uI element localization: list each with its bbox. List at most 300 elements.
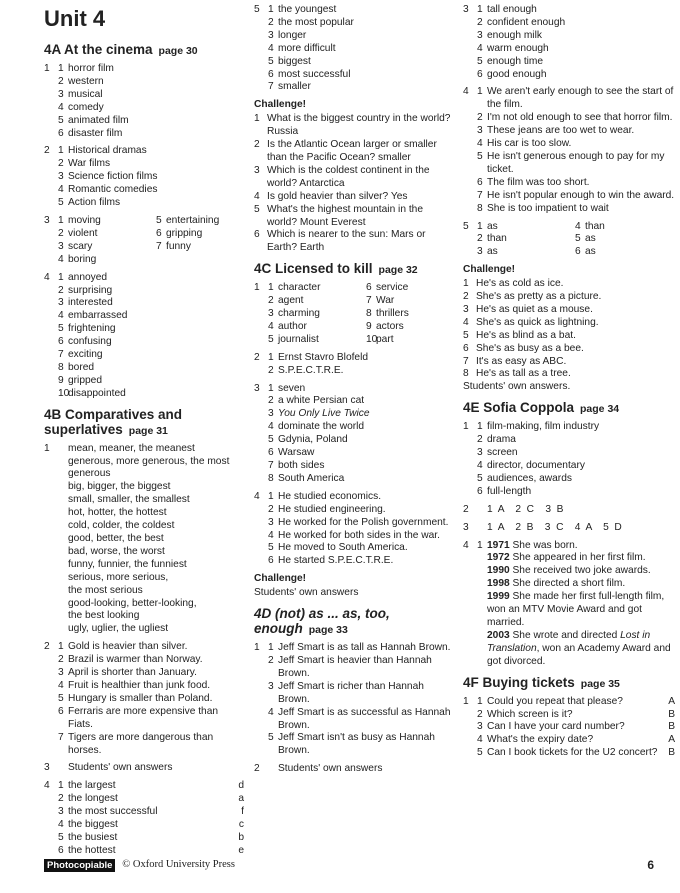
item-number: 6	[366, 282, 372, 294]
answer-text: He studied economics.	[278, 490, 382, 502]
answer-text: the most popular	[278, 16, 354, 28]
answer-line	[254, 139, 454, 165]
answer-text: dominate the world	[278, 421, 365, 433]
answer-line	[254, 229, 454, 255]
answer-text: He's as blind as a bat.	[476, 329, 576, 341]
answer-text: He's as cold as ice.	[476, 278, 564, 290]
answer-line	[463, 203, 675, 216]
answer-line	[463, 278, 675, 291]
item-number: 5	[268, 732, 274, 744]
answer-line	[352, 282, 442, 295]
answer-line	[463, 246, 561, 259]
item-number: 4	[58, 310, 64, 322]
answer-text: disappointed	[68, 387, 126, 399]
item-number: 2	[268, 503, 274, 515]
answer-text: good enough	[487, 68, 547, 80]
item-number: 2	[268, 295, 274, 307]
answer-letter: c	[238, 819, 244, 831]
item-number: 4	[58, 819, 64, 831]
item-number: 3	[58, 240, 64, 252]
answer-text: thrillers	[376, 308, 409, 320]
answer-line	[254, 81, 454, 94]
item-number: 6	[58, 336, 64, 348]
exercise-number: 1	[44, 63, 50, 74]
item-number: 2	[477, 708, 483, 720]
answer-line	[463, 233, 561, 246]
answer-line	[463, 112, 675, 125]
answer-line	[254, 352, 454, 365]
item-number: 3	[254, 164, 260, 176]
item-number: 6	[58, 705, 64, 717]
timeline-entry	[463, 630, 675, 669]
item-number: 1	[477, 220, 483, 232]
answer-letter: e	[238, 844, 244, 856]
answer-text: actors	[376, 320, 404, 332]
answer-text: both sides	[278, 460, 325, 471]
item-number: 5	[477, 472, 483, 484]
answer-line	[254, 69, 454, 82]
answer-line	[44, 285, 244, 298]
answer-line	[44, 158, 244, 171]
exercise-number: 3	[463, 4, 469, 15]
answer-line	[463, 522, 675, 535]
answer-text: than	[585, 220, 605, 232]
answer-text: enough time	[487, 55, 544, 67]
item-number: 5	[268, 55, 274, 67]
answer-line	[254, 491, 454, 504]
item-number: 5	[268, 333, 274, 345]
item-number: 5	[268, 542, 274, 554]
answer-text: Students' own answers	[68, 762, 173, 774]
answer-line	[142, 228, 232, 241]
item-number: 4	[268, 529, 274, 541]
answer-text: journalist	[278, 333, 319, 345]
item-number: 10	[58, 387, 70, 399]
timeline-entry	[463, 540, 675, 553]
answer-text: He moved to South America.	[278, 542, 408, 554]
answer-text: moving	[68, 214, 101, 226]
answer-line	[44, 323, 244, 336]
exercise-number: 4	[44, 271, 50, 283]
item-number: 5	[156, 214, 162, 226]
exercise-number: 5	[463, 220, 469, 232]
item-number: 4	[477, 42, 483, 54]
answer-text: We aren't early enough to see the start of the film.	[487, 86, 677, 111]
item-number: 4	[268, 421, 274, 433]
answer-text: full-length	[487, 485, 532, 497]
item-number: 7	[268, 460, 274, 471]
exercise-number: 4	[463, 539, 469, 551]
answer-line	[44, 362, 244, 375]
item-number: 6	[463, 342, 469, 354]
answer-text: the biggest	[68, 819, 118, 831]
exercise-number: 4	[463, 86, 469, 98]
section-title: 4A At the cinema	[44, 42, 153, 57]
answer-line	[44, 793, 244, 806]
item-number: 4	[58, 253, 64, 265]
item-number: 3	[477, 29, 483, 41]
item-number: 4	[268, 320, 274, 332]
item-number: 3	[58, 806, 64, 818]
answer-line	[44, 128, 244, 141]
answer-grid	[44, 215, 244, 267]
answer-line	[463, 17, 675, 30]
exercise-number: 1	[254, 282, 260, 294]
timeline-year: 1971	[487, 539, 510, 551]
answer-text: biggest	[278, 55, 311, 67]
item-number: 2	[58, 158, 64, 170]
item-number: 5	[58, 114, 64, 126]
answer-line	[254, 204, 454, 230]
section-title: 4E Sofia Coppola	[463, 400, 575, 416]
answer-text: 1 A 2 B 3 C 4 A 5 D	[487, 521, 622, 533]
section-heading	[463, 675, 675, 692]
answer-line	[463, 734, 675, 747]
answer-column-3	[463, 4, 675, 760]
item-number: 5	[463, 329, 469, 341]
answer-text: enough milk	[487, 29, 542, 41]
answer-line	[463, 504, 675, 517]
answer-letter: A	[668, 695, 675, 707]
item-number: 1	[268, 282, 274, 294]
item-number: 9	[58, 374, 64, 386]
answer-line	[142, 215, 232, 228]
exercise-number: 1	[44, 442, 50, 454]
answer-text: Jeff Smart is as successful as Hannah Brown.	[278, 706, 454, 731]
answer-text: Historical dramas	[68, 145, 147, 157]
answer-text: musical	[68, 88, 103, 100]
answer-line	[352, 334, 442, 347]
answer-text: Students' own answers.	[463, 381, 571, 393]
answer-line	[463, 368, 675, 381]
answer-line	[463, 330, 675, 343]
answer-text: as	[487, 220, 498, 232]
exercise-number: 4	[254, 490, 260, 502]
item-number: 8	[268, 472, 274, 484]
item-number: 3	[477, 721, 483, 733]
answer-line	[44, 706, 244, 732]
answer-line	[254, 56, 454, 69]
item-number: 5	[477, 55, 483, 67]
answer-text: Brazil is warmer than Norway.	[68, 654, 203, 666]
answer-line	[254, 321, 352, 334]
item-number: 7	[58, 349, 64, 361]
answer-letter: b	[238, 831, 244, 843]
answer-line	[463, 460, 675, 473]
answer-line	[44, 641, 244, 654]
answer-line	[254, 530, 454, 543]
answer-line	[254, 191, 454, 204]
answer-text: mean, meaner, the meanest generous, more generous, the most generous big, bigger, the biggest small, smaller, the smallest hot, hotter, the hottest cold, colder, the coldest good, better, the best bad, worse, the worst funny, funnier, the funniest serious, more serious, the most serious good-looking, better-looking, the best looking ugly, uglier, the ugliest	[68, 442, 230, 635]
answer-line	[44, 845, 244, 858]
item-number: 7	[156, 240, 162, 252]
answer-text: the hottest	[68, 844, 116, 856]
answer-line	[44, 806, 244, 819]
answer-line	[44, 832, 244, 845]
item-number: 5	[58, 692, 64, 704]
answer-text: April is shorter than January.	[68, 667, 197, 679]
item-number: 1	[268, 490, 274, 502]
answer-text: the busiest	[68, 831, 118, 843]
answer-text: Students' own answers	[254, 587, 359, 599]
timeline-text: , won an Academy Award and got divorced.	[487, 642, 671, 667]
answer-text: S.P.E.C.T.R.E.	[278, 364, 344, 376]
item-number: 3	[58, 297, 64, 309]
exercise-number: 2	[44, 145, 50, 157]
timeline-text: She appeared in her first film.	[509, 552, 646, 564]
item-number: 2	[477, 434, 483, 446]
answer-text: Gold is heavier than silver.	[68, 641, 188, 653]
answer-text: comedy	[68, 101, 104, 113]
answer-text: as	[585, 246, 596, 258]
answer-line	[254, 732, 454, 758]
item-number: 3	[268, 408, 274, 420]
answer-line	[254, 421, 454, 434]
item-number: 4	[268, 706, 274, 718]
answer-line	[463, 177, 675, 190]
answer-text: disaster film	[68, 127, 123, 139]
item-number: 4	[254, 190, 260, 202]
section-page: page 34	[580, 403, 620, 416]
exercise-number: 3	[44, 762, 50, 774]
section-heading	[254, 606, 454, 638]
item-number: 6	[477, 176, 483, 188]
answer-text: I'm not old enough to see that horror film.	[487, 112, 673, 124]
answer-line	[254, 334, 352, 347]
answer-letter: d	[238, 780, 244, 792]
timeline-answer	[463, 540, 675, 669]
item-number: 5	[58, 831, 64, 843]
item-number: 4	[477, 138, 483, 150]
section-page: page 33	[308, 624, 348, 637]
answer-text: audiences, awards	[487, 472, 572, 484]
item-number: 2	[58, 654, 64, 666]
answer-text: War films	[68, 158, 111, 170]
answer-text: smaller	[278, 81, 311, 93]
answer-grid	[254, 282, 454, 347]
timeline-text: She wrote and directed	[509, 629, 621, 641]
item-number: 2	[477, 112, 483, 124]
item-number: 4	[268, 42, 274, 54]
item-number: 1	[268, 382, 274, 394]
answer-text: drama	[487, 434, 516, 446]
copyright-notice: © Oxford University Press	[122, 859, 235, 871]
answer-text: exciting	[68, 349, 103, 361]
answer-line	[254, 434, 454, 447]
answer-line	[463, 125, 675, 138]
answer-line	[463, 696, 675, 709]
answer-line	[44, 89, 244, 102]
answer-text: What's the highest mountain in the world? Mount Everest	[267, 203, 426, 228]
answer-line	[463, 709, 675, 722]
answer-line	[44, 63, 244, 76]
answer-text: film-making, film industry	[487, 421, 600, 433]
answer-line	[254, 655, 454, 681]
answer-line	[44, 215, 142, 228]
answer-line	[44, 388, 244, 401]
answer-line	[254, 395, 454, 408]
film-title: Lost in Translation	[487, 629, 651, 654]
answer-line	[254, 30, 454, 43]
answer-text: He worked for the Polish government.	[278, 516, 449, 528]
exercise-number: 5	[254, 4, 260, 15]
item-number: 2	[268, 654, 274, 666]
answer-text: Jeff Smart is heavier than Hannah Brown.	[278, 654, 435, 679]
answer-line	[463, 291, 675, 304]
unit-title: Unit 4	[44, 6, 106, 31]
exercise-number: 4	[44, 780, 50, 792]
answer-text: a white Persian cat	[278, 395, 365, 407]
answer-text: the youngest	[278, 4, 337, 15]
answer-text: His car is too slow.	[487, 138, 572, 150]
item-number: 4	[58, 101, 64, 113]
item-number: 3	[463, 303, 469, 315]
item-number: 6	[268, 555, 274, 567]
answer-line	[561, 246, 651, 259]
item-number: 2	[58, 75, 64, 87]
answer-line	[44, 115, 244, 128]
answer-letter: a	[238, 793, 244, 805]
answer-line	[463, 138, 675, 151]
item-number: 5	[268, 434, 274, 446]
exercise-number: 3	[254, 382, 260, 394]
answer-line	[44, 102, 244, 115]
answer-text: part	[376, 333, 394, 345]
answer-text: Gdynia, Poland	[278, 434, 348, 446]
item-number: 6	[58, 844, 64, 856]
item-number: 3	[477, 125, 483, 137]
answer-line	[254, 542, 454, 555]
section-heading	[44, 407, 244, 439]
answer-text: What is the biggest country in the world? Russia	[267, 113, 454, 138]
answer-text: boring	[68, 253, 97, 265]
answer-text: the largest	[68, 780, 116, 792]
item-number: 3	[58, 88, 64, 100]
answer-line	[463, 486, 675, 499]
answer-text: Jeff Smart is richer than Hannah Brown.	[278, 680, 427, 705]
answer-line	[44, 654, 244, 667]
answer-text: than	[487, 233, 507, 245]
answer-line	[44, 732, 244, 758]
answer-text: entertaining	[166, 214, 220, 226]
answer-text: South America	[278, 472, 345, 484]
answer-line	[463, 447, 675, 460]
item-number: 3	[268, 308, 274, 320]
item-number: 8	[366, 308, 372, 320]
answer-line	[463, 30, 675, 43]
answer-line	[44, 145, 244, 158]
item-number: 1	[58, 780, 64, 792]
answer-text: It's as easy as ABC.	[476, 355, 567, 367]
answer-line	[44, 171, 244, 184]
item-number: 1	[477, 539, 483, 551]
answer-line	[463, 86, 675, 112]
answer-line	[254, 17, 454, 30]
answer-line	[463, 434, 675, 447]
item-number: 4	[58, 184, 64, 196]
item-number: 4	[575, 220, 581, 232]
item-number: 2	[268, 16, 274, 28]
answer-text: author	[278, 320, 307, 332]
item-number: 7	[477, 189, 483, 201]
answer-text: interested	[68, 297, 113, 309]
item-number: 1	[463, 278, 469, 290]
answer-text: Can I have your card number?	[487, 721, 625, 733]
item-number: 2	[477, 233, 483, 245]
item-number: 8	[463, 368, 469, 380]
answer-text: He's as tall as a tree.	[476, 368, 571, 380]
answer-text: War	[376, 295, 395, 307]
item-number: 7	[463, 355, 469, 367]
answer-line	[254, 4, 454, 17]
exercise-number: 2	[254, 763, 260, 775]
answer-line	[463, 343, 675, 356]
item-number: 4	[58, 679, 64, 691]
item-number: 2	[58, 284, 64, 296]
answer-text: 1 A 2 C 3 B	[487, 503, 564, 515]
item-number: 8	[477, 202, 483, 214]
answer-text: Hungary is smaller than Poland.	[68, 692, 213, 704]
item-number: 5	[575, 233, 581, 245]
exercise-number: 2	[254, 351, 260, 363]
item-number: 8	[58, 361, 64, 373]
item-number: 2	[268, 364, 274, 376]
answer-text: She's as busy as a bee.	[476, 342, 584, 354]
answer-line	[254, 365, 454, 378]
answer-line	[463, 356, 675, 369]
answer-text: as	[487, 246, 498, 258]
answer-text: animated film	[68, 114, 129, 126]
answer-line	[44, 272, 244, 285]
answer-text: confident enough	[487, 16, 566, 28]
item-number: 3	[268, 516, 274, 528]
answer-text: gripped	[68, 374, 102, 386]
answer-line	[254, 447, 454, 460]
answer-line	[254, 517, 454, 530]
answer-text: service	[376, 282, 409, 294]
answer-text: He started S.P.E.C.T.R.E.	[278, 555, 394, 567]
answer-letter: B	[668, 721, 675, 733]
answer-line	[463, 304, 675, 317]
section-page: page 32	[378, 264, 418, 277]
answer-text: The film was too short.	[487, 176, 590, 188]
answer-text: bored	[68, 361, 95, 373]
answer-text: screen	[487, 447, 518, 459]
answer-text: He worked for both sides in the war.	[278, 529, 440, 541]
item-number: 6	[254, 229, 260, 241]
answer-line	[254, 383, 454, 396]
exercise-number: 3	[463, 521, 469, 533]
answer-text: What's the expiry date?	[487, 734, 594, 746]
answer-line	[463, 190, 675, 203]
answer-text: Tigers are more dangerous than horses.	[68, 731, 217, 756]
answer-line	[254, 763, 454, 776]
item-number: 3	[58, 667, 64, 679]
answer-line	[254, 460, 454, 473]
answer-line	[254, 408, 454, 421]
answer-line	[44, 780, 244, 793]
answer-text: funny	[166, 240, 191, 252]
answer-text: the longest	[68, 793, 118, 805]
answer-line	[254, 308, 352, 321]
answer-line	[44, 297, 244, 310]
answer-line	[463, 421, 675, 434]
answer-line	[44, 184, 244, 197]
answer-line	[561, 221, 651, 234]
answer-text: Can I book tickets for the U2 concert?	[487, 747, 658, 759]
answer-text: Which screen is it?	[487, 708, 573, 720]
answer-line	[254, 473, 454, 486]
